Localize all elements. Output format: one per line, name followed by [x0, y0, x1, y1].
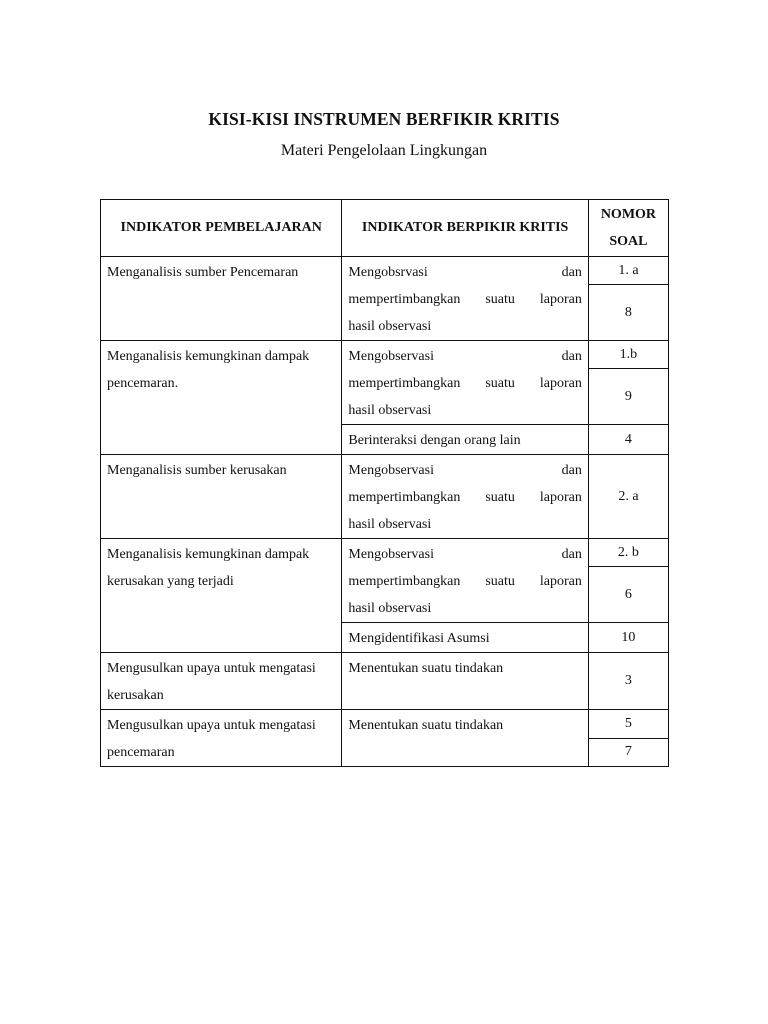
pembelajaran-text: Menganalisis kemungkinan dampak kerusakan yang terjadi	[107, 547, 310, 589]
document-subtitle: Materi Pengelolaan Lingkungan	[280, 142, 488, 159]
cell-indikator-berpikir	[342, 710, 588, 767]
berpikir-text: Mengidentifikasi Asumsi	[348, 631, 490, 646]
cell-nomor-soal: 6	[588, 567, 668, 623]
cell-indikator-berpikir	[342, 425, 588, 455]
berpikir-line: mempertimbangkan suatu laporan	[348, 376, 582, 391]
cell-nomor-soal: 2. a	[588, 455, 668, 539]
document-title: KISI-KISI INSTRUMEN BERFIKIR KRITIS	[208, 109, 560, 129]
cell-nomor-soal: 10	[588, 623, 668, 653]
pembelajaran-text: Mengusulkan upaya untuk mengatasi pencemaran	[107, 718, 316, 760]
berpikir-line: hasil observasi	[348, 601, 432, 616]
table-row	[101, 455, 669, 539]
berpikir-line: Mengobsrvasi dan	[348, 265, 582, 280]
header-nomor-soal	[588, 200, 668, 257]
kisi-kisi-table	[100, 199, 669, 767]
cell-indikator-berpikir	[342, 257, 588, 341]
header-indikator-berpikir-kritis: INDIKATOR BERPIKIR KRITIS	[342, 200, 588, 257]
berpikir-text: Menentukan suatu tindakan	[348, 661, 504, 676]
cell-indikator-pembelajaran	[101, 539, 342, 653]
cell-nomor-soal: 9	[588, 369, 668, 425]
cell-nomor-soal: 2. b	[588, 539, 668, 567]
pembelajaran-text: Mengusulkan upaya untuk mengatasi kerusakan	[107, 661, 316, 703]
berpikir-line: hasil observasi	[348, 517, 432, 532]
cell-nomor-soal: 1.b	[588, 341, 668, 369]
cell-indikator-pembelajaran	[101, 455, 342, 539]
cell-indikator-pembelajaran	[101, 257, 342, 341]
table-row	[101, 653, 669, 710]
table-row	[101, 539, 669, 567]
table-row	[101, 710, 669, 739]
cell-indikator-berpikir	[342, 539, 588, 623]
table-row	[101, 341, 669, 369]
cell-nomor-soal: 7	[588, 738, 668, 767]
header-soal-label: SOAL	[609, 234, 648, 249]
cell-nomor-soal: 3	[588, 653, 668, 710]
cell-indikator-pembelajaran	[101, 710, 342, 767]
cell-indikator-pembelajaran	[101, 341, 342, 455]
berpikir-line: Mengobservasi dan	[348, 463, 582, 478]
berpikir-line: Mengobservasi dan	[348, 547, 582, 562]
pembelajaran-text: Menganalisis sumber Pencemaran	[107, 265, 299, 280]
header-nomor-label: NOMOR	[600, 207, 657, 222]
berpikir-line: hasil observasi	[348, 319, 432, 334]
header-indikator-pembelajaran: INDIKATOR PEMBELAJARAN	[101, 200, 342, 257]
berpikir-line: mempertimbangkan suatu laporan	[348, 292, 582, 307]
berpikir-line: mempertimbangkan suatu laporan	[348, 490, 582, 505]
cell-nomor-soal: 5	[588, 710, 668, 739]
berpikir-line: mempertimbangkan suatu laporan	[348, 574, 582, 589]
cell-indikator-berpikir	[342, 341, 588, 425]
berpikir-line: Mengobservasi dan	[348, 349, 582, 364]
cell-nomor-soal: 1. a	[588, 257, 668, 285]
cell-indikator-berpikir	[342, 623, 588, 653]
pembelajaran-text: Menganalisis kemungkinan dampak pencemaran.	[107, 349, 310, 391]
cell-indikator-berpikir	[342, 455, 588, 539]
berpikir-text: Berinteraksi dengan orang lain	[348, 433, 521, 448]
table-header-row	[101, 200, 669, 257]
berpikir-line: hasil observasi	[348, 403, 432, 418]
table-row	[101, 257, 669, 285]
cell-nomor-soal: 4	[588, 425, 668, 455]
cell-indikator-berpikir	[342, 653, 588, 710]
pembelajaran-text: Menganalisis sumber kerusakan	[107, 463, 287, 478]
berpikir-text: Menentukan suatu tindakan	[348, 718, 504, 733]
cell-indikator-pembelajaran	[101, 653, 342, 710]
cell-nomor-soal: 8	[588, 285, 668, 341]
